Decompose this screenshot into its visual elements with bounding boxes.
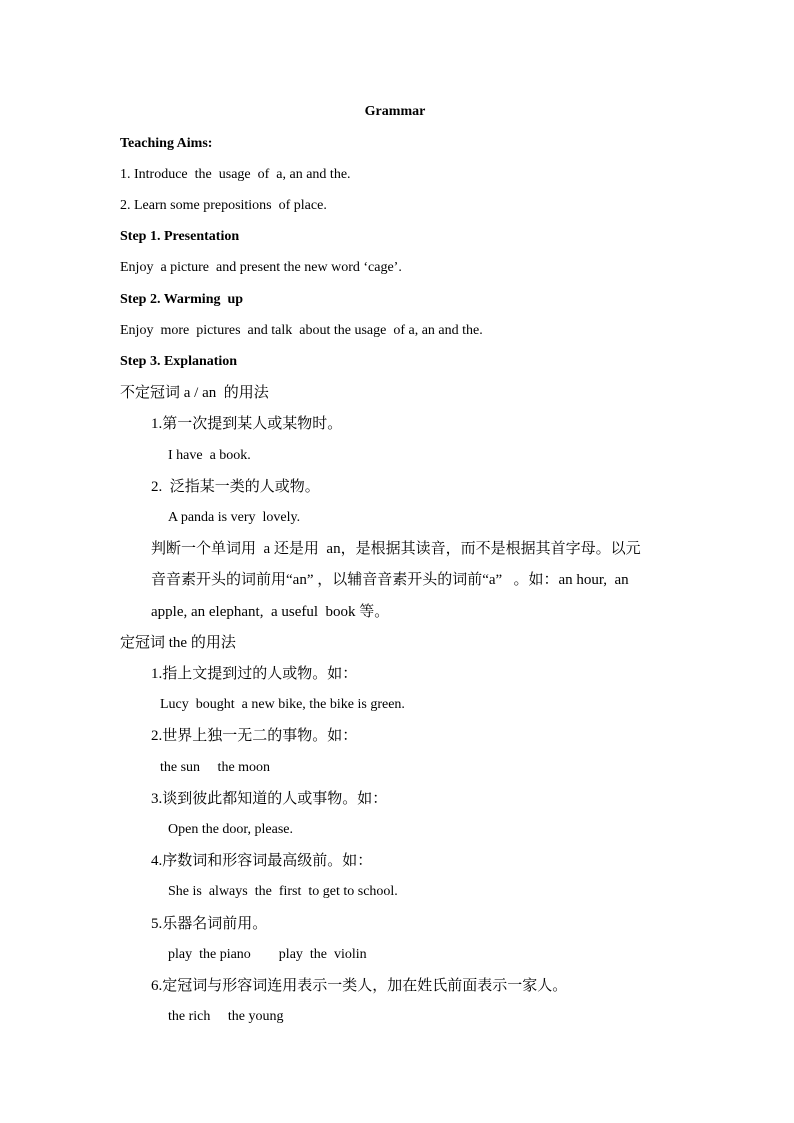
definite-article-heading: 定冠词 the 的用法 [120,635,236,651]
definite-example-1: Lucy bought a new bike, the bike is green. [160,697,405,712]
definite-example-5: play the piano play the violin [168,947,367,962]
definite-rule-5: 5.乐器名词前用。 [151,916,268,932]
definite-example-4: She is always the first to get to school. [168,884,398,899]
step3-heading: Step 3. Explanation [120,354,238,369]
indefinite-paragraph-line-2: 音音素开头的词前用“an” ，以辅音音素开头的词前“a” 。如：an hour, an [151,572,629,588]
definite-example-3: Open the door, please. [168,822,294,837]
indefinite-rule-1: 1.第一次提到某人或某物时。 [151,416,343,432]
indefinite-example-2: A panda is very lovely. [168,510,301,525]
document-title: Grammar [364,104,426,119]
definite-example-6: the rich the young [168,1009,284,1024]
definite-rule-6: 6.定冠词与形容词连用表示一类人，加在姓氏前面表示一家人。 [151,978,568,994]
teaching-aim-item-2: 2. Learn some prepositions of place. [120,198,327,213]
step1-text: Enjoy a picture and present the new word ‘cage’. [120,260,402,275]
teaching-aim-item-1: 1. Introduce the usage of a, an and the. [120,167,351,182]
teaching-aims-heading: Teaching Aims: [120,136,213,151]
indefinite-paragraph-line-1: 判断一个单词用 a 还是用 an，是根据其读音，而不是根据其首字母。以元 [151,541,641,557]
definite-rule-1: 1.指上文提到过的人或物。如： [151,666,358,682]
step2-heading: Step 2. Warming up [120,292,244,307]
indefinite-rule-2: 2. 泛指某一类的人或物。 [151,479,320,495]
definite-rule-4: 4.序数词和形容词最高级前。如： [151,853,373,869]
definite-example-2: the sun the moon [160,760,271,775]
indefinite-example-1: I have a book. [168,448,251,463]
indefinite-article-heading: 不定冠词 a / an 的用法 [120,385,269,401]
step1-heading: Step 1. Presentation [120,229,240,244]
step2-text: Enjoy more pictures and talk about the usage of a, an and the. [120,323,483,338]
definite-rule-2: 2.世界上独一无二的事物。如： [151,728,358,744]
indefinite-paragraph-line-3: apple, an elephant, a useful book 等。 [151,604,390,620]
definite-rule-3: 3.谈到彼此都知道的人或事物。如： [151,791,388,807]
